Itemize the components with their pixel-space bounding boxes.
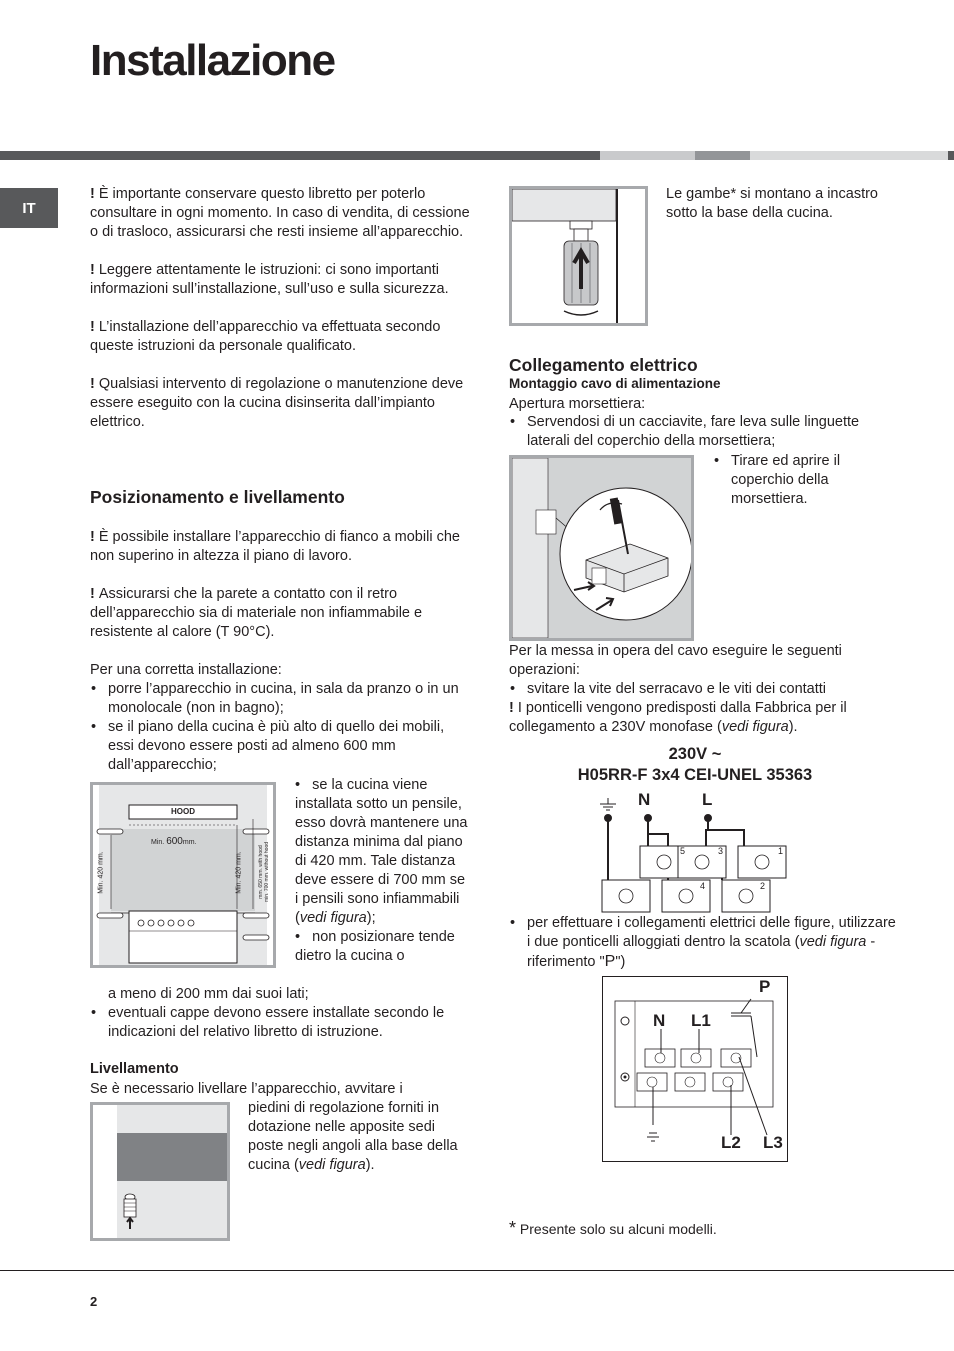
list-item: • se il piano della cucina è più alto di quello dei mobili, essi devono essere posti ad almeno 600 mm dall’apparecchio; — [90, 718, 470, 775]
wiring-diagram-drawing — [596, 790, 796, 915]
jumper-diagram-drawing — [603, 977, 787, 1161]
min-420-right-label: Min. 420 mm. — [235, 851, 243, 894]
footer-rule — [0, 1270, 954, 1271]
terminal-number: 4 — [700, 881, 706, 891]
opening-label: Apertura morsettiera: — [509, 396, 646, 412]
min-600-label: Min. 600mm. — [151, 836, 197, 847]
header-bar-dark — [0, 151, 600, 160]
hood-clearance-figure — [90, 782, 276, 968]
hood-side-text — [295, 776, 470, 966]
side-bullet-2-continuation: a meno di 200 mm dai suoi lati; — [108, 986, 309, 1002]
warning-1: ! È importante conservare questo libretto per poterlo consultare in ogni momento. In caso di vendita, di cessione o di trasloco, assicurarsi che resti insieme all’apparecchio. — [90, 186, 470, 240]
legs-text: Le gambe* si montano a incastro sotto la base della cucina. — [666, 186, 878, 221]
footnote: * Presente solo su alcuni modelli. — [509, 1218, 717, 1238]
cable-intro: Per la messa in opera del cavo eseguire le seguenti operazioni: — [509, 643, 842, 678]
jumper-p-label: P — [759, 977, 771, 996]
language-tab: IT — [0, 188, 58, 228]
hood-bullet-list — [90, 1004, 470, 1042]
list-item: • per effettuare i collegamenti elettrici delle figure, utilizzare i due ponticelli alloggiati dentro la scatola (vedi figura - riferimento "P") — [509, 914, 899, 972]
terminal-box-figure — [509, 455, 694, 641]
terminal-box-drawing — [512, 458, 691, 638]
header-bar-light-2 — [750, 151, 948, 160]
page-title: Installazione — [90, 36, 335, 85]
list-item: • Tirare ed aprire il coperchio della morsettiera. — [713, 452, 883, 509]
min-420-left-label: Min. 420 mm. — [97, 851, 105, 894]
positioning-bullets — [90, 680, 470, 775]
hood-label: HOOD — [171, 807, 195, 816]
jumpers-bullets — [509, 914, 899, 972]
positioning-intro: Per una corretta installazione: — [90, 662, 282, 678]
warning-mark: ! — [509, 700, 518, 716]
cable-bullets — [509, 680, 899, 699]
note-700-label: min. 700 mm. without hood — [264, 841, 270, 903]
terminal-number: 3 — [718, 846, 724, 856]
neutral-label: N — [638, 790, 651, 809]
l1-label: L1 — [691, 1011, 711, 1030]
warnings-block — [90, 185, 470, 432]
terminal-number: 1 — [778, 846, 784, 856]
warning-mark: ! — [90, 319, 99, 335]
side-bullet-2: • non posizionare tende dietro la cucina o — [295, 929, 455, 964]
positioning-heading: Posizionamento e livellamento — [90, 487, 345, 507]
warning-mark: ! — [90, 376, 99, 392]
l2-label: L2 — [721, 1133, 741, 1152]
leveling-heading: Livellamento — [90, 1061, 179, 1077]
cover-bullets — [713, 452, 883, 509]
header-bar-mid — [695, 151, 750, 160]
list-item: • Servendosi di un cacciavite, fare leva sulle linguette laterali del coperchio della morsettiera; — [509, 413, 899, 451]
warning-3: ! L’installazione dell’apparecchio va effettuata secondo queste istruzioni da personale qualificato. — [90, 319, 441, 354]
warning-mark: ! — [90, 529, 99, 545]
list-item: • eventuali cappe devono essere installate secondo le indicazioni del relativo libretto di istruzione. — [90, 1004, 470, 1042]
voltage-spec: 230V ~ H05RR-F 3x4 CEI-UNEL 35363 — [577, 745, 813, 784]
line-label: L — [702, 790, 713, 809]
jumper-diagram — [602, 976, 788, 1162]
terminal-number: 2 — [760, 881, 766, 891]
positioning-warning-2: ! Assicurarsi che la parete a contatto con il retro dell’apparecchio sia di materiale non infiammabile e resistente al calore (T 90°C). — [90, 586, 423, 640]
warning-mark: ! — [90, 186, 99, 202]
header-bar-light — [600, 151, 695, 160]
list-item: • porre l’apparecchio in cucina, in sala da pranzo o in un monolocale (non in bagno); — [90, 680, 470, 718]
side-bullet-1: • se la cucina viene installata sotto un pensile, esso dovrà mantenere una distanza minima dal piano di 420 mm. Tale distanza deve essere di 700 mm se i pensili sono infiammabili (vedi figura); — [295, 777, 468, 926]
leveling-figure — [90, 1102, 230, 1241]
neutral-label: N — [653, 1011, 666, 1030]
wiring-diagram-single-phase — [596, 790, 796, 915]
leveling-drawing — [93, 1105, 227, 1238]
warning-4: ! Qualsiasi intervento di regolazione o manutenzione deve essere eseguito con la cucina disinserita dall’impianto elettrico. — [90, 376, 464, 430]
warning-mark: ! — [90, 586, 99, 602]
leveling-text-1: Se è necessario livellare l’apparecchio, avvitare i — [90, 1081, 403, 1097]
l3-label: L3 — [763, 1133, 783, 1152]
leveling-text-2: piedini di regolazione forniti in dotazione nelle apposite sedi poste negli angoli alla base della cucina (vedi figura). — [248, 1100, 458, 1173]
opening-bullets — [509, 413, 899, 451]
legs-figure — [509, 186, 648, 326]
header-bar-end — [948, 151, 954, 160]
list-item: • svitare la vite del serracavo e le viti dei contatti — [509, 680, 899, 699]
electrical-subheading: Montaggio cavo di alimentazione — [509, 376, 721, 391]
note-650-label: mm. 650 mm. with hood — [258, 845, 264, 899]
terminal-number: 5 — [680, 846, 686, 856]
page-number: 2 — [90, 1294, 98, 1309]
electrical-heading: Collegamento elettrico — [509, 355, 698, 375]
warning-2: ! Leggere attentamente le istruzioni: ci sono importanti informazioni sull’installazione, sull’uso e sulla sicurezza. — [90, 262, 449, 297]
jumpers-warning: ! I ponticelli vengono predisposti dalla Fabbrica per il collegamento a 230V monofase (vedi figura). — [509, 700, 847, 735]
legs-drawing — [512, 189, 645, 323]
ground-icon — [600, 798, 616, 810]
positioning-warning-1: ! È possibile installare l’apparecchio di fianco a mobili che non superino in altezza il piano di lavoro. — [90, 529, 460, 564]
warning-mark: ! — [90, 262, 99, 278]
positioning-block — [90, 528, 470, 775]
